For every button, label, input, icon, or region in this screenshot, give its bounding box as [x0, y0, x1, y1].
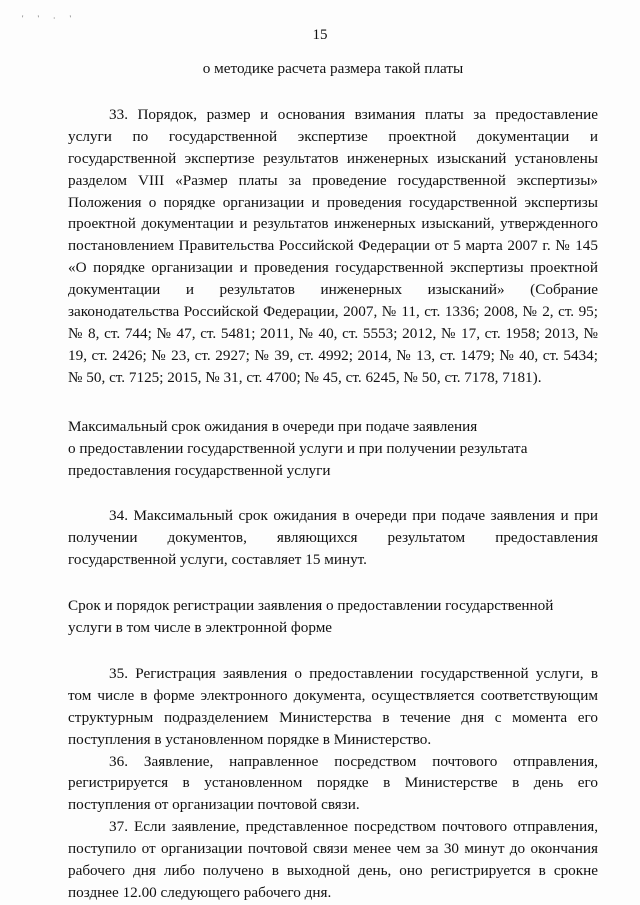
- heading-line: Максимальный срок ожидания в очереди при подаче заявления: [68, 417, 478, 435]
- heading-line: предоставления государственной услуги: [68, 461, 331, 479]
- heading-line: Срок и порядок регистрации заявления о предоставлении государственной: [68, 597, 554, 615]
- paragraph-37: 37. Если заявление, представленное посредством почтового отправления, поступило от организации почтовой связи менее чем за 30 минут до окончания рабочего дня либо получено в выходной день, оно регистрируется в срокне позднее 12.00 следующего рабочего дня.: [68, 818, 598, 901]
- section-heading-registration: [68, 595, 598, 639]
- page-number: 15: [312, 27, 328, 43]
- paragraph-36: 36. Заявление, направленное посредством почтового отправления, регистрируется в установленном порядке в Министерстве в день его поступления от организации почтовой связи.: [68, 752, 598, 814]
- heading-line: о предоставлении государственной услуги и при получении результата: [68, 439, 528, 457]
- paragraph-35: 35. Регистрация заявления о предоставлении государственной услуги, в том числе в форме электронного документа, осуществляется соответствующим структурным подразделением Министерства в течение дня с момента его поступления в установленном порядке в Министерство.: [68, 664, 598, 748]
- intro-line: о методике расчета размера такой платы: [202, 60, 464, 77]
- paragraph-33: 33. Порядок, размер и основания взимания платы за предоставление услуги по государственной экспертизе проектной документации и государственной экспертизе результатов инженерных изысканий установлены разделом VIII «Размер платы за проведение государственной экспертизы» Положения о порядке организации и проведения государственной экспертизы проектной документации и результатов инженерных изысканий, утвержденного постановлением Правительства Российской Федерации от 5 марта 2007 г. № 145 «О порядке организации и проведения государственной экспертизы проектной документации и результатов инженерных изысканий» (Собрание законодательства Российской Федерации, 2007, № 11, ст. 1336; 2008, № 2, ст. 95; № 8, ст. 744; № 47, ст. 5481; 2011, № 40, ст. 5553; 2012, № 17, ст. 1958; 2013, № 19, ст. 2426; № 23, ст. 2927; № 39, ст. 4992; 2014, № 13, ст. 1479; № 40, ст. 5434; № 50, ст. 7125; 2015, № 31, ст. 4700; № 45, ст. 6245, № 50, ст. 7178, 7181).: [68, 105, 598, 386]
- scan-marks: ' ' · ': [22, 14, 77, 23]
- paragraph-34: 34. Максимальный срок ожидания в очереди при подаче заявления и при получении документов, являющихся результатом предоставления государственной услуги, составляет 15 минут.: [68, 507, 598, 569]
- section-heading-waiting-time: [68, 416, 598, 482]
- document-body: [68, 58, 598, 904]
- heading-line: услуги в том числе в электронной форме: [68, 619, 333, 637]
